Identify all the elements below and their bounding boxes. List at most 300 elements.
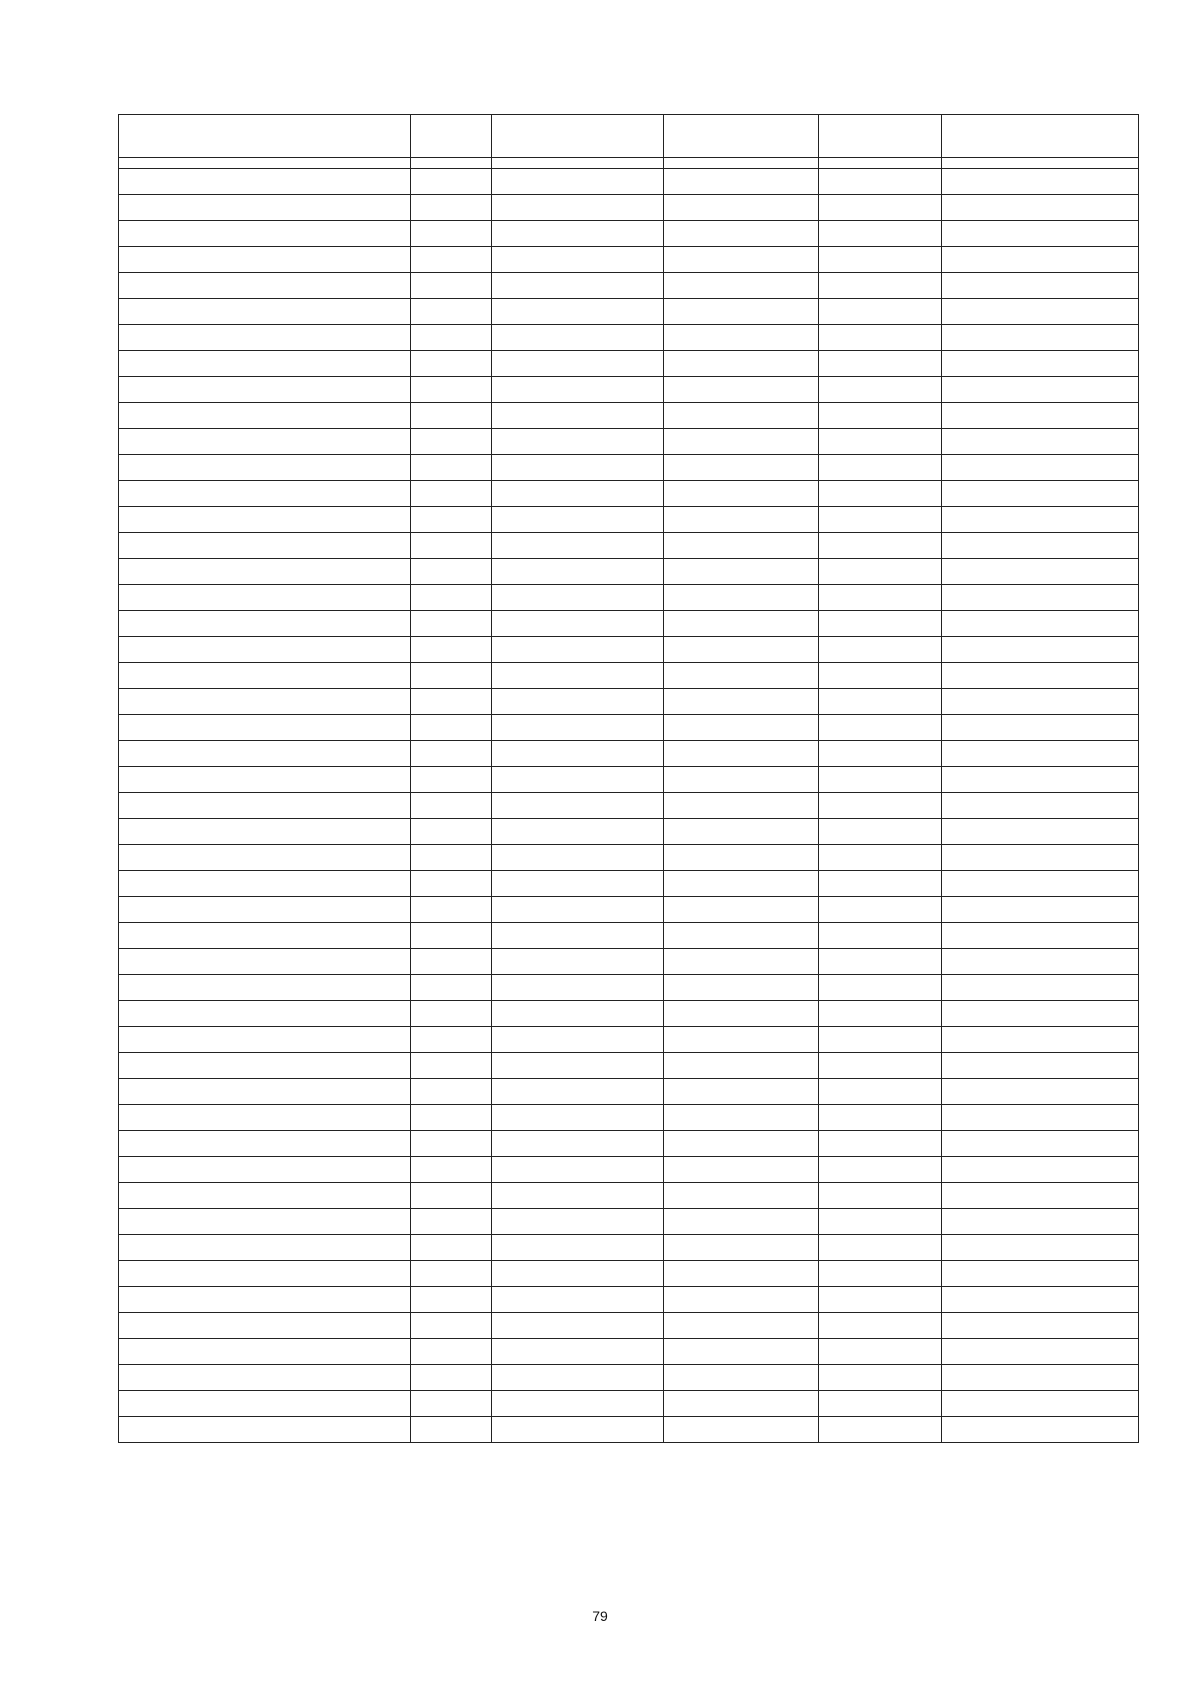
approved-amount-cell: [664, 1183, 819, 1209]
classification-code-cell: [492, 1261, 664, 1287]
table-row: [119, 455, 1139, 481]
executed-amount-cell: [819, 533, 942, 559]
table-row: [119, 481, 1139, 507]
unexecuted-amount-cell: [942, 273, 1139, 299]
unexecuted-amount-cell: [942, 1339, 1139, 1365]
classification-code-cell: [492, 455, 664, 481]
classification-code-cell: [492, 871, 664, 897]
row-name-cell: [119, 897, 411, 923]
approved-amount-cell: [664, 1261, 819, 1287]
row-code-cell: [411, 1365, 492, 1391]
executed-amount-cell: [819, 637, 942, 663]
approved-amount-cell: [664, 1287, 819, 1313]
classification-code-cell: [492, 1287, 664, 1313]
row-code-cell: [411, 1027, 492, 1053]
row-name-cell: [119, 585, 411, 611]
row-name-cell: [119, 637, 411, 663]
row-code-cell: [411, 1261, 492, 1287]
executed-amount-cell: [819, 1131, 942, 1157]
approved-amount-cell: [664, 975, 819, 1001]
executed-amount-cell: [819, 871, 942, 897]
classification-code-cell: [492, 533, 664, 559]
unexecuted-amount-cell: [942, 195, 1139, 221]
row-code-cell: [411, 871, 492, 897]
column-number: [942, 158, 1139, 169]
approved-amount-cell: [664, 507, 819, 533]
row-code-cell: [411, 507, 492, 533]
table-row: [119, 637, 1139, 663]
table-row: [119, 1079, 1139, 1105]
row-name-cell: [119, 507, 411, 533]
classification-code-cell: [492, 741, 664, 767]
table-row: [119, 767, 1139, 793]
table-row: [119, 1209, 1139, 1235]
table-row: [119, 897, 1139, 923]
executed-amount-cell: [819, 1365, 942, 1391]
unexecuted-amount-cell: [942, 923, 1139, 949]
unexecuted-amount-cell: [942, 429, 1139, 455]
classification-code-cell: [492, 793, 664, 819]
approved-amount-cell: [664, 871, 819, 897]
classification-code-cell: [492, 611, 664, 637]
header-cell-unexecuted: [942, 115, 1139, 158]
unexecuted-amount-cell: [942, 169, 1139, 195]
executed-amount-cell: [819, 1157, 942, 1183]
row-code-cell: [411, 819, 492, 845]
classification-code-cell: [492, 403, 664, 429]
row-code-cell: [411, 273, 492, 299]
executed-amount-cell: [819, 429, 942, 455]
column-number: [664, 158, 819, 169]
classification-code-cell: [492, 1391, 664, 1417]
unexecuted-amount-cell: [942, 1131, 1139, 1157]
approved-amount-cell: [664, 325, 819, 351]
approved-amount-cell: [664, 195, 819, 221]
classification-code-cell: [492, 1365, 664, 1391]
row-name-cell: [119, 1157, 411, 1183]
approved-amount-cell: [664, 897, 819, 923]
table-row: [119, 1027, 1139, 1053]
unexecuted-amount-cell: [942, 325, 1139, 351]
row-name-cell: [119, 1053, 411, 1079]
executed-amount-cell: [819, 1079, 942, 1105]
header-cell-classification-code: [492, 115, 664, 158]
classification-code-cell: [492, 949, 664, 975]
table-row: [119, 195, 1139, 221]
row-code-cell: [411, 481, 492, 507]
row-code-cell: [411, 1391, 492, 1417]
executed-amount-cell: [819, 819, 942, 845]
approved-amount-cell: [664, 923, 819, 949]
unexecuted-amount-cell: [942, 1313, 1139, 1339]
classification-code-cell: [492, 1001, 664, 1027]
executed-amount-cell: [819, 1339, 942, 1365]
unexecuted-amount-cell: [942, 741, 1139, 767]
unexecuted-amount-cell: [942, 637, 1139, 663]
executed-amount-cell: [819, 1261, 942, 1287]
page-number: 79: [592, 1608, 608, 1624]
classification-code-cell: [492, 1105, 664, 1131]
executed-amount-cell: [819, 377, 942, 403]
approved-amount-cell: [664, 819, 819, 845]
table-row: [119, 221, 1139, 247]
classification-code-cell: [492, 1079, 664, 1105]
row-name-cell: [119, 767, 411, 793]
unexecuted-amount-cell: [942, 611, 1139, 637]
executed-amount-cell: [819, 897, 942, 923]
approved-amount-cell: [664, 1339, 819, 1365]
approved-amount-cell: [664, 1001, 819, 1027]
executed-amount-cell: [819, 247, 942, 273]
classification-code-cell: [492, 1053, 664, 1079]
executed-amount-cell: [819, 949, 942, 975]
classification-code-cell: [492, 975, 664, 1001]
classification-code-cell: [492, 1027, 664, 1053]
executed-amount-cell: [819, 1053, 942, 1079]
classification-code-cell: [492, 819, 664, 845]
row-code-cell: [411, 1079, 492, 1105]
row-name-cell: [119, 559, 411, 585]
table-row: [119, 1001, 1139, 1027]
executed-amount-cell: [819, 1001, 942, 1027]
table-row: [119, 299, 1139, 325]
row-name-cell: [119, 455, 411, 481]
unexecuted-amount-cell: [942, 1209, 1139, 1235]
unexecuted-amount-cell: [942, 351, 1139, 377]
row-name-cell: [119, 1365, 411, 1391]
unexecuted-amount-cell: [942, 377, 1139, 403]
executed-amount-cell: [819, 1235, 942, 1261]
unexecuted-amount-cell: [942, 1417, 1139, 1443]
budget-execution-sheet: [118, 114, 1138, 1443]
executed-amount-cell: [819, 325, 942, 351]
unexecuted-amount-cell: [942, 507, 1139, 533]
table-row: [119, 793, 1139, 819]
table-row: [119, 351, 1139, 377]
unexecuted-amount-cell: [942, 949, 1139, 975]
unexecuted-amount-cell: [942, 715, 1139, 741]
approved-amount-cell: [664, 377, 819, 403]
executed-amount-cell: [819, 507, 942, 533]
row-name-cell: [119, 975, 411, 1001]
row-name-cell: [119, 949, 411, 975]
row-code-cell: [411, 923, 492, 949]
header-cell-name: [119, 115, 411, 158]
executed-amount-cell: [819, 923, 942, 949]
row-code-cell: [411, 949, 492, 975]
approved-amount-cell: [664, 533, 819, 559]
approved-amount-cell: [664, 793, 819, 819]
table-row: [119, 273, 1139, 299]
row-code-cell: [411, 715, 492, 741]
column-number: [119, 158, 411, 169]
unexecuted-amount-cell: [942, 819, 1139, 845]
row-name-cell: [119, 195, 411, 221]
row-code-cell: [411, 689, 492, 715]
row-name-cell: [119, 247, 411, 273]
classification-code-cell: [492, 585, 664, 611]
table-row: [119, 559, 1139, 585]
unexecuted-amount-cell: [942, 975, 1139, 1001]
row-code-cell: [411, 247, 492, 273]
table-row: [119, 507, 1139, 533]
approved-amount-cell: [664, 741, 819, 767]
table-row: [119, 741, 1139, 767]
row-code-cell: [411, 897, 492, 923]
table-row: [119, 1105, 1139, 1131]
approved-amount-cell: [664, 273, 819, 299]
unexecuted-amount-cell: [942, 871, 1139, 897]
executed-amount-cell: [819, 351, 942, 377]
column-number: [492, 158, 664, 169]
row-code-cell: [411, 403, 492, 429]
unexecuted-amount-cell: [942, 663, 1139, 689]
classification-code-cell: [492, 377, 664, 403]
row-code-cell: [411, 1417, 492, 1443]
classification-code-cell: [492, 1157, 664, 1183]
approved-amount-cell: [664, 637, 819, 663]
classification-code-cell: [492, 507, 664, 533]
budget-table: [118, 114, 1139, 1443]
table-row: [119, 325, 1139, 351]
executed-amount-cell: [819, 767, 942, 793]
table-row: [119, 403, 1139, 429]
approved-amount-cell: [664, 221, 819, 247]
classification-code-cell: [492, 923, 664, 949]
row-name-cell: [119, 793, 411, 819]
approved-amount-cell: [664, 1105, 819, 1131]
row-code-cell: [411, 845, 492, 871]
row-name-cell: [119, 611, 411, 637]
row-name-cell: [119, 1261, 411, 1287]
table-row: [119, 1391, 1139, 1417]
row-code-cell: [411, 429, 492, 455]
executed-amount-cell: [819, 481, 942, 507]
approved-amount-cell: [664, 949, 819, 975]
classification-code-cell: [492, 845, 664, 871]
row-code-cell: [411, 767, 492, 793]
row-name-cell: [119, 741, 411, 767]
approved-amount-cell: [664, 1209, 819, 1235]
executed-amount-cell: [819, 221, 942, 247]
unexecuted-amount-cell: [942, 1105, 1139, 1131]
classification-code-cell: [492, 637, 664, 663]
header-row: [119, 115, 1139, 158]
table-row: [119, 1053, 1139, 1079]
executed-amount-cell: [819, 169, 942, 195]
row-name-cell: [119, 1105, 411, 1131]
classification-code-cell: [492, 1131, 664, 1157]
row-name-cell: [119, 325, 411, 351]
row-code-cell: [411, 377, 492, 403]
table-row: [119, 611, 1139, 637]
unexecuted-amount-cell: [942, 247, 1139, 273]
classification-code-cell: [492, 559, 664, 585]
row-name-cell: [119, 1183, 411, 1209]
table-row: [119, 247, 1139, 273]
approved-amount-cell: [664, 429, 819, 455]
row-name-cell: [119, 1235, 411, 1261]
classification-code-cell: [492, 273, 664, 299]
unexecuted-amount-cell: [942, 481, 1139, 507]
approved-amount-cell: [664, 559, 819, 585]
table-row: [119, 1157, 1139, 1183]
table-row: [119, 429, 1139, 455]
row-code-cell: [411, 1131, 492, 1157]
table-row: [119, 1131, 1139, 1157]
classification-code-cell: [492, 1209, 664, 1235]
executed-amount-cell: [819, 195, 942, 221]
classification-code-cell: [492, 1235, 664, 1261]
classification-code-cell: [492, 689, 664, 715]
approved-amount-cell: [664, 299, 819, 325]
table-row: [119, 1183, 1139, 1209]
unexecuted-amount-cell: [942, 1157, 1139, 1183]
classification-code-cell: [492, 1417, 664, 1443]
table-row: [119, 689, 1139, 715]
table-row: [119, 377, 1139, 403]
classification-code-cell: [492, 299, 664, 325]
row-code-cell: [411, 1209, 492, 1235]
table-row: [119, 949, 1139, 975]
table-row: [119, 585, 1139, 611]
approved-amount-cell: [664, 1313, 819, 1339]
approved-amount-cell: [664, 1131, 819, 1157]
executed-amount-cell: [819, 845, 942, 871]
unexecuted-amount-cell: [942, 689, 1139, 715]
unexecuted-amount-cell: [942, 1235, 1139, 1261]
row-name-cell: [119, 1209, 411, 1235]
classification-code-cell: [492, 169, 664, 195]
executed-amount-cell: [819, 585, 942, 611]
executed-amount-cell: [819, 1209, 942, 1235]
row-code-cell: [411, 1313, 492, 1339]
row-name-cell: [119, 221, 411, 247]
unexecuted-amount-cell: [942, 1079, 1139, 1105]
row-code-cell: [411, 1105, 492, 1131]
approved-amount-cell: [664, 767, 819, 793]
approved-amount-cell: [664, 1391, 819, 1417]
row-name-cell: [119, 169, 411, 195]
executed-amount-cell: [819, 663, 942, 689]
row-name-cell: [119, 871, 411, 897]
executed-amount-cell: [819, 689, 942, 715]
executed-amount-cell: [819, 793, 942, 819]
unexecuted-amount-cell: [942, 1027, 1139, 1053]
approved-amount-cell: [664, 1053, 819, 1079]
row-code-cell: [411, 741, 492, 767]
row-code-cell: [411, 975, 492, 1001]
classification-code-cell: [492, 715, 664, 741]
table-row: [119, 1365, 1139, 1391]
executed-amount-cell: [819, 1105, 942, 1131]
classification-code-cell: [492, 351, 664, 377]
unexecuted-amount-cell: [942, 559, 1139, 585]
classification-code-cell: [492, 429, 664, 455]
row-code-cell: [411, 585, 492, 611]
row-code-cell: [411, 793, 492, 819]
approved-amount-cell: [664, 1027, 819, 1053]
row-code-cell: [411, 221, 492, 247]
table-row: [119, 819, 1139, 845]
row-name-cell: [119, 403, 411, 429]
row-name-cell: [119, 1339, 411, 1365]
unexecuted-amount-cell: [942, 1391, 1139, 1417]
table-row: [119, 533, 1139, 559]
unexecuted-amount-cell: [942, 1053, 1139, 1079]
row-name-cell: [119, 1131, 411, 1157]
table-row: [119, 1261, 1139, 1287]
table-row: [119, 1313, 1139, 1339]
row-code-cell: [411, 1053, 492, 1079]
unexecuted-amount-cell: [942, 403, 1139, 429]
unexecuted-amount-cell: [942, 793, 1139, 819]
row-name-cell: [119, 273, 411, 299]
table-row: [119, 975, 1139, 1001]
unexecuted-amount-cell: [942, 299, 1139, 325]
row-code-cell: [411, 1157, 492, 1183]
executed-amount-cell: [819, 1313, 942, 1339]
row-code-cell: [411, 1183, 492, 1209]
table-body: [119, 169, 1139, 1443]
executed-amount-cell: [819, 1027, 942, 1053]
row-name-cell: [119, 689, 411, 715]
executed-amount-cell: [819, 1417, 942, 1443]
classification-code-cell: [492, 663, 664, 689]
table-row: [119, 1417, 1139, 1443]
executed-amount-cell: [819, 273, 942, 299]
executed-amount-cell: [819, 403, 942, 429]
unexecuted-amount-cell: [942, 221, 1139, 247]
unexecuted-amount-cell: [942, 1287, 1139, 1313]
executed-amount-cell: [819, 455, 942, 481]
row-name-cell: [119, 1287, 411, 1313]
classification-code-cell: [492, 195, 664, 221]
row-name-cell: [119, 845, 411, 871]
unexecuted-amount-cell: [942, 585, 1139, 611]
approved-amount-cell: [664, 689, 819, 715]
header-cell-executed: [819, 115, 942, 158]
approved-amount-cell: [664, 455, 819, 481]
executed-amount-cell: [819, 741, 942, 767]
table-row: [119, 1235, 1139, 1261]
row-name-cell: [119, 299, 411, 325]
row-code-cell: [411, 1339, 492, 1365]
approved-amount-cell: [664, 715, 819, 741]
row-code-cell: [411, 663, 492, 689]
unexecuted-amount-cell: [942, 1261, 1139, 1287]
classification-code-cell: [492, 767, 664, 793]
unexecuted-amount-cell: [942, 767, 1139, 793]
row-name-cell: [119, 923, 411, 949]
classification-code-cell: [492, 1313, 664, 1339]
executed-amount-cell: [819, 715, 942, 741]
row-code-cell: [411, 559, 492, 585]
unexecuted-amount-cell: [942, 897, 1139, 923]
row-code-cell: [411, 1235, 492, 1261]
table-row: [119, 715, 1139, 741]
table-row: [119, 1339, 1139, 1365]
approved-amount-cell: [664, 1079, 819, 1105]
approved-amount-cell: [664, 403, 819, 429]
table-row: [119, 923, 1139, 949]
unexecuted-amount-cell: [942, 1365, 1139, 1391]
column-number: [411, 158, 492, 169]
executed-amount-cell: [819, 611, 942, 637]
executed-amount-cell: [819, 975, 942, 1001]
row-name-cell: [119, 1417, 411, 1443]
classification-code-cell: [492, 247, 664, 273]
